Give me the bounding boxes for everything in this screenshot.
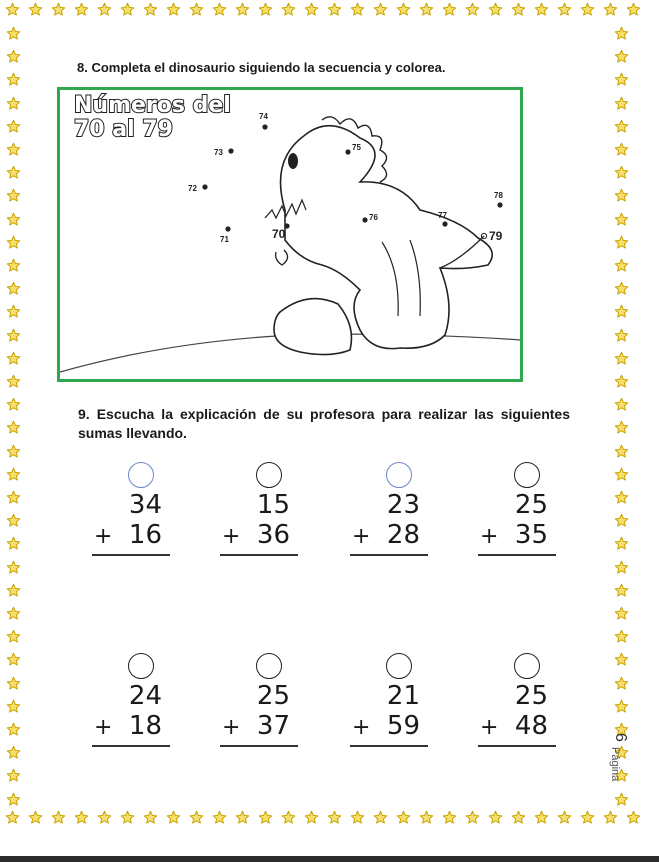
star-icon: [419, 2, 434, 17]
addition-problem: [92, 653, 172, 763]
star-icon: [281, 2, 296, 17]
star-icon: [6, 444, 21, 459]
addition-problem: [220, 653, 300, 763]
dot-74: [262, 124, 267, 129]
star-icon: [304, 810, 319, 825]
dot-label-77: 77: [438, 211, 447, 220]
addend-bottom: 48: [514, 711, 548, 741]
star-border-bottom: [0, 810, 659, 832]
star-icon: [6, 722, 21, 737]
star-icon: [6, 536, 21, 551]
dot-75: [345, 149, 350, 154]
star-icon: [350, 2, 365, 17]
star-icon: [6, 351, 21, 366]
star-icon: [614, 281, 629, 296]
star-icon: [614, 560, 629, 575]
star-icon: [534, 810, 549, 825]
plus-sign: +: [352, 524, 371, 549]
star-icon: [614, 49, 629, 64]
addend-bottom: 16: [128, 520, 162, 550]
addition-problem: [220, 462, 300, 572]
star-icon: [6, 629, 21, 644]
star-icon: [557, 810, 572, 825]
page-number: 6: [612, 733, 629, 742]
carry-circle[interactable]: [386, 462, 412, 488]
star-icon: [97, 810, 112, 825]
star-icon: [6, 165, 21, 180]
star-icon: [488, 2, 503, 17]
star-icon: [6, 258, 21, 273]
star-icon: [614, 583, 629, 598]
addend-top: 15: [256, 490, 290, 520]
star-icon: [143, 810, 158, 825]
sum-line: [92, 554, 170, 556]
dinosaur-foot: [274, 299, 352, 355]
star-icon: [166, 2, 181, 17]
star-icon: [281, 810, 296, 825]
activity-title-line1: Números del: [74, 93, 231, 118]
star-icon: [189, 810, 204, 825]
dot-73: [228, 148, 233, 153]
star-icon: [614, 188, 629, 203]
dinosaur-activity-frame: [57, 87, 523, 382]
addend-top: 25: [514, 681, 548, 711]
carry-circle[interactable]: [256, 653, 282, 679]
star-icon: [614, 212, 629, 227]
addend-bottom: 18: [128, 711, 162, 741]
star-icon: [97, 2, 112, 17]
star-icon: [511, 2, 526, 17]
dinosaur-arm: [276, 250, 288, 265]
star-icon: [614, 467, 629, 482]
star-icon: [465, 810, 480, 825]
star-icon: [614, 676, 629, 691]
star-icon: [304, 2, 319, 17]
star-icon: [614, 165, 629, 180]
star-icon: [6, 397, 21, 412]
star-icon: [614, 513, 629, 528]
carry-circle[interactable]: [514, 462, 540, 488]
star-icon: [6, 606, 21, 621]
sum-line: [478, 745, 556, 747]
star-icon: [6, 676, 21, 691]
star-icon: [465, 2, 480, 17]
star-icon: [614, 328, 629, 343]
addition-problem: [350, 653, 430, 763]
star-icon: [614, 304, 629, 319]
dot-label-78: 78: [494, 191, 503, 200]
sum-line: [220, 745, 298, 747]
star-icon: [6, 513, 21, 528]
star-icon: [373, 2, 388, 17]
bottom-bar: [0, 856, 659, 862]
dot-label-74: 74: [259, 112, 268, 121]
plus-sign: +: [94, 524, 113, 549]
dinosaur-drawing: [60, 90, 520, 379]
star-icon: [614, 397, 629, 412]
star-icon: [235, 810, 250, 825]
star-icon: [6, 304, 21, 319]
dot-78: [497, 202, 502, 207]
star-icon: [51, 810, 66, 825]
star-icon: [6, 560, 21, 575]
carry-circle[interactable]: [128, 462, 154, 488]
sum-line: [350, 745, 428, 747]
star-icon: [614, 374, 629, 389]
question-9-text: 9. Escucha la explicación de su profesora para realizar las siguientes sumas llevando.: [78, 406, 570, 441]
star-icon: [6, 281, 21, 296]
star-icon: [6, 467, 21, 482]
star-icon: [614, 699, 629, 714]
carry-circle[interactable]: [514, 653, 540, 679]
star-icon: [557, 2, 572, 17]
star-icon: [614, 142, 629, 157]
star-icon: [614, 258, 629, 273]
star-icon: [614, 629, 629, 644]
star-icon: [6, 142, 21, 157]
addend-top: 23: [386, 490, 420, 520]
star-icon: [6, 745, 21, 760]
addend-bottom: 37: [256, 711, 290, 741]
star-icon: [614, 351, 629, 366]
star-icon: [6, 490, 21, 505]
star-icon: [28, 810, 43, 825]
addition-problem: [478, 653, 558, 763]
star-icon: [6, 652, 21, 667]
star-icon: [6, 583, 21, 598]
star-icon: [350, 810, 365, 825]
star-icon: [6, 119, 21, 134]
addition-problem: [478, 462, 558, 572]
star-icon: [120, 810, 135, 825]
star-icon: [143, 2, 158, 17]
star-border-top: [0, 2, 659, 24]
star-icon: [212, 2, 227, 17]
activity-title-line2: 70 al 79: [74, 117, 173, 142]
star-icon: [534, 2, 549, 17]
star-icon: [6, 49, 21, 64]
star-icon: [614, 96, 629, 111]
dot-72: [202, 184, 207, 189]
star-icon: [580, 2, 595, 17]
star-icon: [614, 72, 629, 87]
star-icon: [6, 72, 21, 87]
star-icon: [614, 420, 629, 435]
dot-label-73: 73: [214, 148, 223, 157]
addend-top: 24: [128, 681, 162, 711]
dot-label-72: 72: [188, 184, 197, 193]
sum-line: [92, 745, 170, 747]
star-icon: [614, 26, 629, 41]
star-icon: [442, 2, 457, 17]
star-icon: [258, 810, 273, 825]
star-icon: [373, 810, 388, 825]
addend-top: 25: [514, 490, 548, 520]
star-icon: [212, 810, 227, 825]
addend-bottom: 36: [256, 520, 290, 550]
star-icon: [6, 699, 21, 714]
addend-bottom: 59: [386, 711, 420, 741]
plus-sign: +: [480, 715, 499, 740]
star-icon: [614, 792, 629, 807]
star-icon: [6, 420, 21, 435]
star-icon: [189, 2, 204, 17]
addition-problem: [92, 462, 172, 572]
star-icon: [6, 792, 21, 807]
star-icon: [120, 2, 135, 17]
star-icon: [396, 810, 411, 825]
star-icon: [6, 374, 21, 389]
star-icon: [6, 235, 21, 250]
star-icon: [166, 810, 181, 825]
addition-problem: [350, 462, 430, 572]
star-icon: [614, 119, 629, 134]
addend-top: 25: [256, 681, 290, 711]
star-icon: [6, 26, 21, 41]
carry-circle[interactable]: [386, 653, 412, 679]
star-icon: [258, 2, 273, 17]
star-icon: [28, 2, 43, 17]
dot-label-70: 70: [272, 227, 286, 241]
sum-line: [350, 554, 428, 556]
addend-top: 34: [128, 490, 162, 520]
star-icon: [327, 810, 342, 825]
dot-label-71: 71: [220, 235, 229, 244]
star-icon: [442, 810, 457, 825]
star-icon: [6, 96, 21, 111]
star-icon: [51, 2, 66, 17]
star-border-left: [6, 0, 28, 862]
star-icon: [614, 444, 629, 459]
plus-sign: +: [352, 715, 371, 740]
dot-label-79: 79: [489, 229, 503, 243]
plus-sign: +: [222, 715, 241, 740]
dot-76: [362, 217, 367, 222]
star-icon: [6, 188, 21, 203]
dinosaur-eye: [288, 153, 298, 169]
star-icon: [6, 328, 21, 343]
sum-line: [478, 554, 556, 556]
star-icon: [74, 810, 89, 825]
page-number-label: [603, 733, 633, 793]
star-icon: [614, 490, 629, 505]
star-icon: [614, 235, 629, 250]
addend-bottom: 28: [386, 520, 420, 550]
star-icon: [614, 652, 629, 667]
star-icon: [6, 212, 21, 227]
plus-sign: +: [222, 524, 241, 549]
plus-sign: +: [480, 524, 499, 549]
page-word: Página: [609, 747, 621, 782]
star-icon: [488, 810, 503, 825]
carry-circle[interactable]: [256, 462, 282, 488]
star-icon: [580, 810, 595, 825]
carry-circle[interactable]: [128, 653, 154, 679]
star-icon: [6, 768, 21, 783]
star-icon: [74, 2, 89, 17]
star-icon: [327, 2, 342, 17]
star-icon: [511, 810, 526, 825]
star-icon: [419, 810, 434, 825]
star-icon: [614, 536, 629, 551]
addend-bottom: 35: [514, 520, 548, 550]
sum-line: [220, 554, 298, 556]
plus-sign: +: [94, 715, 113, 740]
dot-label-75: 75: [352, 143, 361, 152]
dot-71: [225, 226, 230, 231]
star-icon: [235, 2, 250, 17]
star-icon: [396, 2, 411, 17]
star-icon: [614, 606, 629, 621]
dot-label-76: 76: [369, 213, 378, 222]
question-8-text: 8. Completa el dinosaurio siguiendo la secuencia y colorea.: [77, 60, 446, 75]
dot-77: [442, 221, 447, 226]
addend-top: 21: [386, 681, 420, 711]
